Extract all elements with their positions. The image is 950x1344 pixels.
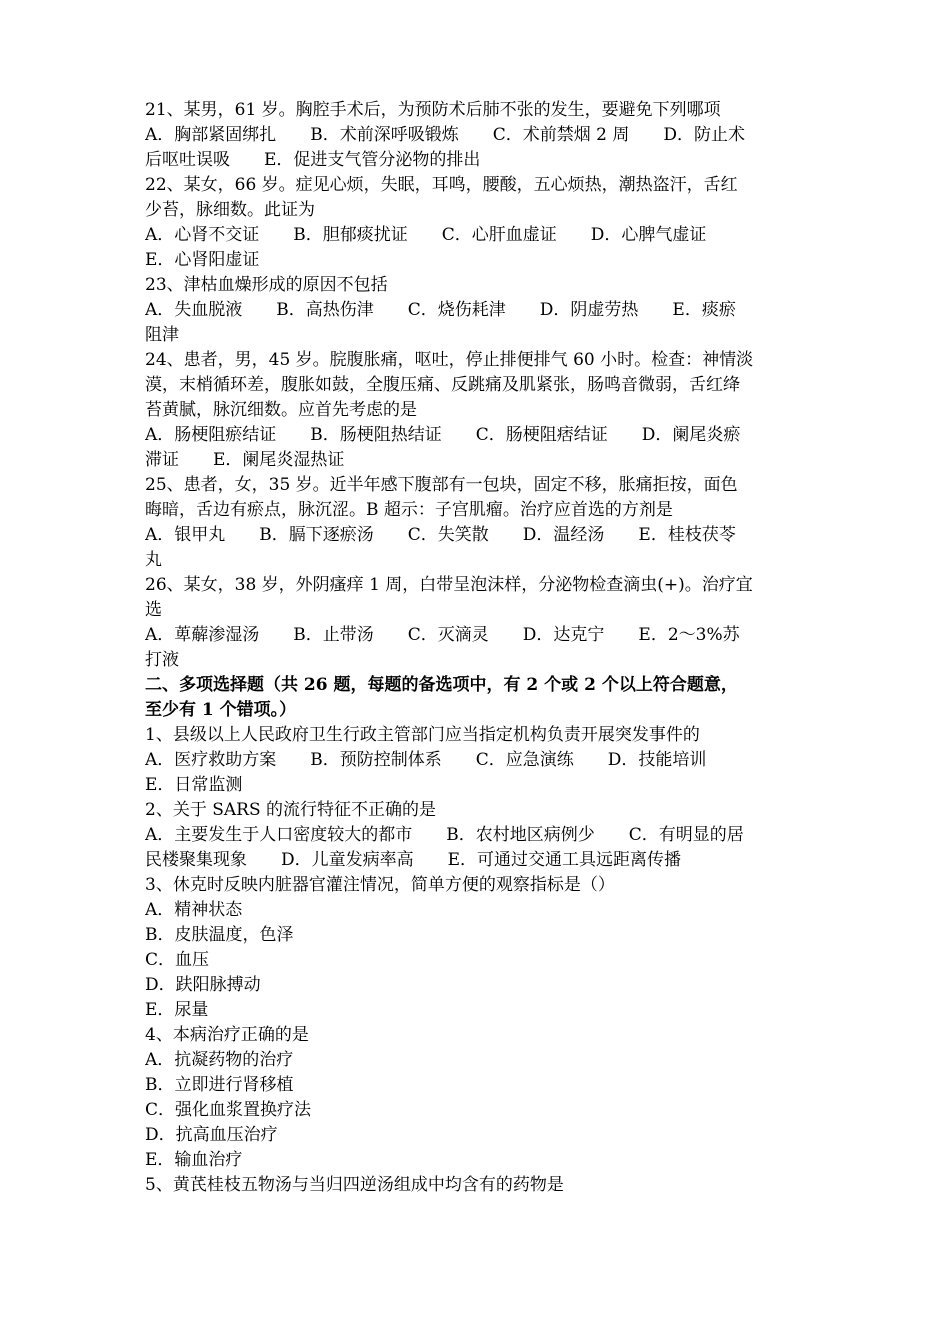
text-line: 26、某女，38 岁，外阴瘙痒 1 周，白带呈泡沫样，分泌物检查滴虫(+)。治疗宜: [145, 575, 753, 595]
text-line: A．心肾不交证 B．胆郁痰扰证 C．心肝血虚证 D．心脾气虚证: [145, 225, 707, 245]
text-line: D．抗高血压治疗: [145, 1125, 278, 1145]
text-line: E．日常监测: [145, 775, 243, 795]
document-page: [145, 98, 813, 1198]
text-line: 3、休克时反映内脏器官灌注情况，简单方便的观察指标是（）: [145, 875, 615, 895]
text-line: C．强化血浆置换疗法: [145, 1100, 312, 1120]
text-line: 阻津: [145, 325, 179, 345]
text-line: E．心肾阳虚证: [145, 250, 260, 270]
section-heading-line: 至少有 1 个错项。）: [145, 700, 297, 720]
text-line: A．失血脱液 B．高热伤津 C．烧伤耗津 D．阴虚劳热 E．痰瘀: [145, 300, 736, 320]
text-line: 少苔，脉细数。此证为: [145, 200, 315, 220]
text-line: 5、黄芪桂枝五物汤与当归四逆汤组成中均含有的药物是: [145, 1175, 564, 1195]
text-line: 1、县级以上人民政府卫生行政主管部门应当指定机构负责开展突发事件的: [145, 725, 700, 745]
text-line: 丸: [145, 550, 162, 570]
text-line: A．肠梗阻瘀结证 B．肠梗阻热结证 C．肠梗阻痞结证 D．阑尾炎瘀: [145, 425, 741, 445]
text-line: 选: [145, 600, 162, 620]
text-line: E．尿量: [145, 1000, 209, 1020]
text-line: A．萆薢渗湿汤 B．止带汤 C．灭滴灵 D．达克宁 E．2～3%苏: [145, 625, 740, 645]
section-heading-line: 二、多项选择题（共 26 题，每题的备选项中，有 2 个或 2 个以上符合题意，: [145, 675, 738, 695]
text-line: 打液: [145, 650, 179, 670]
text-line: 21、某男，61 岁。胸腔手术后，为预防术后肺不张的发生，要避免下列哪项: [145, 100, 721, 120]
text-line: 24、患者，男，45 岁。脘腹胀痛，呕吐，停止排便排气 60 小时。检查：神情淡: [145, 350, 754, 370]
text-line: E．输血治疗: [145, 1150, 243, 1170]
text-line: A．银甲丸 B．膈下逐瘀汤 C．失笑散 D．温经汤 E．桂枝茯苓: [145, 525, 736, 545]
text-line: 后呕吐误吸 E．促进支气管分泌物的排出: [145, 150, 481, 170]
text-line: C．血压: [145, 950, 210, 970]
text-line: 漠，末梢循环差，腹胀如鼓，全腹压痛、反跳痛及肌紧张，肠鸣音微弱，舌红绛: [145, 375, 740, 395]
text-line: 苔黄腻，脉沉细数。应首先考虑的是: [145, 400, 417, 420]
text-line: A．胸部紧固绑扎 B．术前深呼吸锻炼 C．术前禁烟 2 周 D．防止术: [145, 125, 746, 145]
text-line: A．抗凝药物的治疗: [145, 1050, 294, 1070]
text-line: A．精神状态: [145, 900, 243, 920]
text-line: 民楼聚集现象 D．儿童发病率高 E．可通过交通工具远距离传播: [145, 850, 682, 870]
text-line: D．趺阳脉搏动: [145, 975, 261, 995]
text-line: 25、患者，女，35 岁。近半年感下腹部有一包块，固定不移，胀痛拒按，面色: [145, 475, 738, 495]
text-line: B．立即进行肾移植: [145, 1075, 294, 1095]
text-line: 晦暗，舌边有瘀点，脉沉涩。B 超示：子宫肌瘤。治疗应首选的方剂是: [145, 500, 673, 520]
text-line: A．主要发生于人口密度较大的都市 B．农村地区病例少 C．有明显的居: [145, 825, 744, 845]
text-line: B．皮肤温度，色泽: [145, 925, 294, 945]
text-line: A．医疗救助方案 B．预防控制体系 C．应急演练 D．技能培训: [145, 750, 707, 770]
text-line: 滞证 E．阑尾炎湿热证: [145, 450, 345, 470]
text-line: 4、本病治疗正确的是: [145, 1025, 309, 1045]
text-line: 22、某女，66 岁。症见心烦，失眠，耳鸣，腰酸，五心烦热，潮热盗汗，舌红: [145, 175, 738, 195]
text-line: 2、关于 SARS 的流行特征不正确的是: [145, 800, 436, 820]
text-line: 23、津枯血燥形成的原因不包括: [145, 275, 388, 295]
